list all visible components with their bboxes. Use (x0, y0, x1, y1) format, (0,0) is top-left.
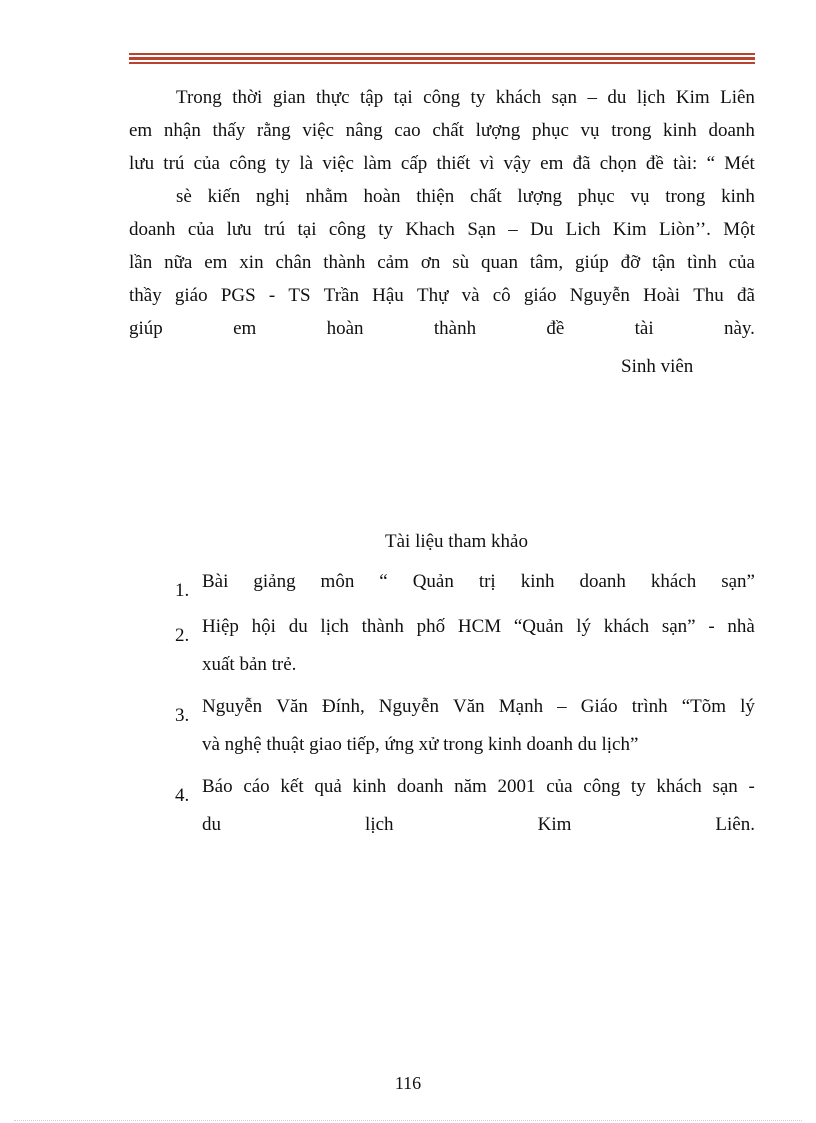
intro-line (129, 180, 755, 213)
word: gian (272, 87, 306, 108)
word: ty (378, 219, 393, 240)
word: hoàn (326, 318, 364, 339)
intro-line (129, 81, 755, 114)
word: lịch (320, 616, 349, 637)
word: thiết (436, 153, 471, 174)
word: vụ (630, 186, 650, 207)
word: trị (478, 571, 496, 592)
word: tài: (673, 153, 698, 174)
word: vụ (580, 120, 600, 141)
reference-number: 1. (175, 580, 190, 601)
header-rule (129, 53, 755, 66)
word: “Tõm (681, 696, 727, 717)
word: nhà (727, 616, 755, 637)
word: Liòn’’. (659, 219, 711, 240)
word: sạn (551, 87, 577, 108)
word: đỡ (620, 252, 641, 273)
word: thầy (129, 285, 162, 306)
word: Văn (453, 696, 485, 717)
word: Sạn (467, 219, 496, 240)
word: – (557, 696, 567, 717)
word: trú (163, 153, 185, 174)
word: Trần (323, 285, 359, 306)
word: Lich (565, 219, 601, 240)
word: lần (129, 252, 153, 273)
word: trình (631, 696, 668, 717)
word: Kim (612, 219, 647, 240)
word: của (546, 776, 573, 797)
word: kinh (520, 571, 555, 592)
word: Trong (176, 87, 222, 108)
word: thời (232, 87, 263, 108)
word: hoàn (363, 186, 401, 207)
word: lượng (517, 186, 563, 207)
word: - (748, 776, 755, 797)
word: khách (603, 616, 650, 637)
reference-line (202, 773, 755, 811)
reference-number: 3. (175, 705, 190, 726)
word: tâm, (529, 252, 564, 273)
word: thực (316, 87, 350, 108)
word: đề (546, 318, 565, 339)
word: Đính, (321, 696, 365, 717)
word: – (508, 219, 518, 240)
word: Nguyễn (202, 696, 263, 717)
word: sạn” (721, 571, 755, 592)
word: du (607, 87, 627, 108)
word: Hoài (643, 285, 681, 306)
word: em (129, 120, 153, 141)
word: phục (531, 120, 569, 141)
word: của (187, 219, 215, 240)
word: kết (280, 776, 304, 797)
word: giáo (523, 285, 557, 306)
word: Hiệp (202, 616, 239, 637)
word: Mạnh (498, 696, 544, 717)
reference-line: và nghệ thuật giao tiếp, ứng xử trong kinh doanh du lịch” (202, 734, 639, 755)
word: sạn” (661, 616, 696, 637)
word: ty (275, 153, 291, 174)
word: của (728, 252, 755, 273)
reference-number: 2. (175, 625, 190, 646)
word: này. (723, 318, 755, 339)
word: lưu (129, 153, 155, 174)
word: Du (530, 219, 554, 240)
word: nhận (163, 120, 201, 141)
word: vì (479, 153, 495, 174)
word: Kim (537, 814, 572, 835)
word: lịch (365, 814, 394, 835)
word: đã (737, 285, 755, 306)
word: lịch (636, 87, 666, 108)
word: rằng (256, 120, 291, 141)
word: sù (452, 252, 470, 273)
word: kiến (207, 186, 241, 207)
references-title: Tài liệu tham khảo (385, 531, 528, 552)
page-number: 116 (394, 1073, 422, 1093)
word: chân (275, 252, 312, 273)
word: khách (656, 776, 702, 797)
word: việc (302, 120, 334, 141)
reference-line: xuất bản trẻ. (202, 654, 297, 675)
word: kinh (352, 776, 387, 797)
word: ơn (420, 252, 441, 273)
signature: Sinh viên (621, 356, 694, 377)
reference-line (202, 613, 755, 651)
word: Liên (720, 87, 755, 108)
word: cao (394, 120, 421, 141)
word: PGS (220, 285, 256, 306)
word: môn (320, 571, 355, 592)
word: khách (495, 87, 542, 108)
reference-number: 4. (175, 785, 190, 806)
word: Mét (724, 153, 755, 174)
word: tại (297, 219, 317, 240)
word: Một (723, 219, 755, 240)
word: giúp (129, 318, 163, 339)
word: ty (630, 776, 646, 797)
word: lượng (475, 120, 521, 141)
word: nâng (345, 120, 383, 141)
word: khách (650, 571, 697, 592)
word: thấy (212, 120, 246, 141)
word: lý (576, 616, 591, 637)
intro-line (129, 213, 755, 246)
word: 2001 (497, 776, 536, 797)
word: sè (176, 186, 192, 207)
word: là (299, 153, 314, 174)
word: năm (454, 776, 487, 797)
word: lưu (226, 219, 252, 240)
word: trú (264, 219, 286, 240)
word: cáo (243, 776, 270, 797)
word: - (268, 285, 276, 306)
word: HCM (457, 616, 502, 637)
word: Báo (202, 776, 233, 797)
word: Liên. (715, 814, 755, 835)
word: Hậu (372, 285, 404, 306)
word: du (288, 616, 308, 637)
intro-line (129, 246, 755, 279)
word: Quản (412, 571, 454, 592)
word: Văn (276, 696, 308, 717)
word: tận (652, 252, 676, 273)
word: Nguyễn (378, 696, 439, 717)
word: vậy (503, 153, 531, 174)
word: hội (251, 616, 276, 637)
word: nghị (256, 186, 290, 207)
word: việc (322, 153, 354, 174)
word: giáo (174, 285, 208, 306)
word: trong (665, 186, 706, 207)
word: chất (432, 120, 464, 141)
word: “ (379, 571, 388, 592)
word: công (328, 219, 366, 240)
word: tại (393, 87, 413, 108)
word: doanh (708, 120, 755, 141)
word: cấp (400, 153, 428, 174)
reference-line (202, 568, 755, 606)
word: giảng (253, 571, 296, 592)
word: chọn (599, 153, 637, 174)
word: chất (469, 186, 502, 207)
page-bottom-border (14, 1120, 802, 1121)
word: thiện (416, 186, 455, 207)
word: – (587, 87, 597, 108)
intro-line (129, 147, 755, 180)
word: doanh (396, 776, 444, 797)
word: công (583, 776, 621, 797)
word: “ (706, 153, 715, 174)
word: - (708, 616, 715, 637)
word: giúp (574, 252, 609, 273)
word: du (202, 814, 221, 835)
word: nữa (164, 252, 193, 273)
intro-paragraph (129, 81, 755, 345)
word: của (193, 153, 220, 174)
word: kinh (721, 186, 755, 207)
word: tình (687, 252, 717, 273)
reference-line (202, 693, 755, 731)
word: doanh (129, 219, 176, 240)
word: đề (645, 153, 664, 174)
word: lý (740, 696, 755, 717)
word: công (229, 153, 267, 174)
word: Giáo (580, 696, 618, 717)
word: quả (314, 776, 342, 797)
word: sạn (712, 776, 738, 797)
word: trong (611, 120, 652, 141)
word: em (540, 153, 564, 174)
word: Nguyễn (569, 285, 630, 306)
word: thành (433, 318, 477, 339)
word: công (423, 87, 461, 108)
reference-last-line (202, 811, 755, 849)
word: thành (361, 616, 404, 637)
word: và (461, 285, 480, 306)
word: em (233, 318, 257, 339)
word: cảm (377, 252, 409, 273)
word: Khach (405, 219, 455, 240)
word: phục (577, 186, 615, 207)
intro-last-line (129, 312, 755, 345)
word: phố (416, 616, 446, 637)
word: Kim (675, 87, 710, 108)
word: Thự (416, 285, 449, 306)
word: ty (470, 87, 486, 108)
word: làm (363, 153, 392, 174)
word: TS (288, 285, 311, 306)
word: tập (359, 87, 384, 108)
word: thành (323, 252, 366, 273)
intro-line (129, 114, 755, 147)
word: doanh (579, 571, 626, 592)
word: cô (492, 285, 511, 306)
word: nhằm (305, 186, 348, 207)
word: đã (572, 153, 591, 174)
word: kinh (663, 120, 697, 141)
word: quan (481, 252, 518, 273)
word: tài (634, 318, 654, 339)
word: “Quản (513, 616, 564, 637)
word: em (204, 252, 228, 273)
intro-line (129, 279, 755, 312)
word: Thu (693, 285, 724, 306)
word: xin (239, 252, 264, 273)
word: Bài (202, 571, 229, 592)
